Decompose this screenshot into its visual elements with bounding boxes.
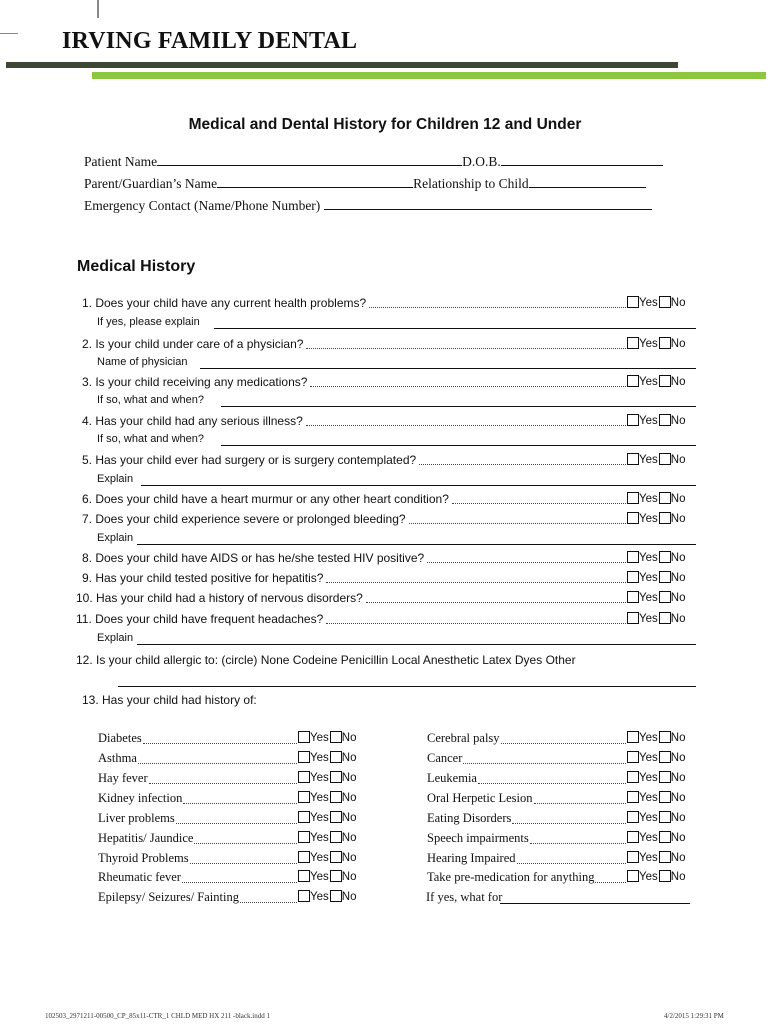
yes-no-group xyxy=(298,791,356,804)
no-checkbox[interactable] xyxy=(659,492,671,504)
parent-name-label: Parent/Guardian’s Name xyxy=(84,176,218,191)
condition-label: Hay fever xyxy=(98,771,148,785)
no-label: No xyxy=(341,832,357,844)
yes-no-group xyxy=(627,851,685,864)
yes-checkbox[interactable] xyxy=(298,811,310,823)
yes-checkbox[interactable] xyxy=(298,870,310,882)
yes-no-group xyxy=(627,870,685,883)
yes-no-group xyxy=(627,771,685,784)
yes-label: Yes xyxy=(639,812,658,824)
no-label: No xyxy=(670,454,686,466)
question-11: 11. Does your child have frequent headaches? xyxy=(76,612,324,626)
yes-no-group xyxy=(627,571,685,584)
dot-leader xyxy=(369,307,626,308)
question-5: 5. Has your child ever had surgery or is surgery contemplated? xyxy=(82,453,417,467)
dot-leader xyxy=(240,902,297,903)
yes-label: Yes xyxy=(639,338,658,350)
no-checkbox[interactable] xyxy=(659,811,671,823)
dob-field[interactable] xyxy=(501,152,663,166)
dot-leader xyxy=(530,843,626,844)
yes-checkbox[interactable] xyxy=(298,791,310,803)
no-checkbox[interactable] xyxy=(659,731,671,743)
condition-label: Epilepsy/ Seizures/ Fainting xyxy=(98,890,239,904)
yes-no-group xyxy=(627,551,685,564)
no-checkbox[interactable] xyxy=(659,414,671,426)
yes-checkbox[interactable] xyxy=(627,851,639,863)
question-11-followup-field[interactable] xyxy=(137,644,696,645)
dot-leader xyxy=(534,803,626,804)
yes-no-group xyxy=(627,791,685,804)
dot-leader xyxy=(183,803,297,804)
parent-row xyxy=(84,174,646,192)
yes-checkbox[interactable] xyxy=(627,375,639,387)
no-label: No xyxy=(670,732,686,744)
question-5-followup-label: Explain xyxy=(97,473,134,485)
condition-label: Speech impairments xyxy=(427,831,529,845)
patient-name-field[interactable] xyxy=(157,152,462,166)
question-3-followup-label: If so, what and when? xyxy=(97,394,205,406)
question-11-followup-label: Explain xyxy=(97,632,134,644)
no-label: No xyxy=(670,338,686,350)
yes-label: Yes xyxy=(639,732,658,744)
yes-label: Yes xyxy=(310,792,329,804)
no-label: No xyxy=(670,493,686,505)
dot-leader xyxy=(143,743,297,744)
yes-checkbox[interactable] xyxy=(627,831,639,843)
yes-no-group xyxy=(627,492,685,505)
question-2-followup-field[interactable] xyxy=(200,368,696,369)
emergency-field[interactable] xyxy=(324,196,652,210)
yes-label: Yes xyxy=(639,493,658,505)
dot-leader xyxy=(595,882,626,883)
yes-checkbox[interactable] xyxy=(627,551,639,563)
dot-leader xyxy=(326,582,626,583)
no-label: No xyxy=(341,852,357,864)
question-4-followup-field[interactable] xyxy=(221,445,696,446)
dot-leader xyxy=(182,882,297,883)
yes-label: Yes xyxy=(310,832,329,844)
yes-label: Yes xyxy=(310,772,329,784)
if-yes-label: If yes, what for xyxy=(426,890,503,904)
question-2-followup-label: Name of physician xyxy=(97,356,188,368)
q13-label: 13. Has your child had history of: xyxy=(82,693,257,707)
no-label: No xyxy=(341,871,357,883)
no-label: No xyxy=(670,792,686,804)
yes-label: Yes xyxy=(639,454,658,466)
yes-checkbox[interactable] xyxy=(298,771,310,783)
yes-checkbox[interactable] xyxy=(627,870,639,882)
yes-checkbox[interactable] xyxy=(298,890,310,902)
yes-no-group xyxy=(627,414,685,427)
dot-leader xyxy=(194,843,297,844)
no-label: No xyxy=(670,297,686,309)
dot-leader xyxy=(190,863,297,864)
no-checkbox[interactable] xyxy=(330,751,342,763)
medical-history-heading: Medical History xyxy=(77,258,196,275)
no-label: No xyxy=(341,891,357,903)
yes-no-group xyxy=(627,731,685,744)
question-7: 7. Does your child experience severe or prolonged bleeding? xyxy=(82,512,406,526)
question-7-followup-label: Explain xyxy=(97,532,134,544)
no-label: No xyxy=(670,513,686,525)
no-label: No xyxy=(670,572,686,584)
dob-label: D.O.B. xyxy=(462,154,501,169)
yes-checkbox[interactable] xyxy=(298,751,310,763)
yes-label: Yes xyxy=(639,513,658,525)
yes-label: Yes xyxy=(639,415,658,427)
no-checkbox[interactable] xyxy=(659,337,671,349)
relationship-label: Relationship to Child xyxy=(413,176,529,191)
crop-mark xyxy=(97,0,99,18)
dot-leader xyxy=(138,763,297,764)
yes-label: Yes xyxy=(639,852,658,864)
no-checkbox[interactable] xyxy=(659,851,671,863)
yes-checkbox[interactable] xyxy=(627,771,639,783)
dot-leader xyxy=(366,602,626,603)
yes-no-group xyxy=(627,512,685,525)
condition-label: Leukemia xyxy=(427,771,477,785)
yes-no-group xyxy=(627,375,685,388)
no-label: No xyxy=(670,613,686,625)
no-checkbox[interactable] xyxy=(330,890,342,902)
no-label: No xyxy=(341,772,357,784)
no-label: No xyxy=(670,415,686,427)
dot-leader xyxy=(176,823,297,824)
yes-checkbox[interactable] xyxy=(627,414,639,426)
no-label: No xyxy=(341,732,357,744)
yes-checkbox[interactable] xyxy=(627,492,639,504)
no-label: No xyxy=(670,772,686,784)
no-label: No xyxy=(670,752,686,764)
condition-label: Kidney infection xyxy=(98,791,183,805)
yes-no-group xyxy=(627,811,685,824)
condition-label: Diabetes xyxy=(98,731,142,745)
yes-no-group xyxy=(298,771,356,784)
no-checkbox[interactable] xyxy=(659,612,671,624)
no-label: No xyxy=(670,812,686,824)
dot-leader xyxy=(326,623,626,624)
yes-checkbox[interactable] xyxy=(627,791,639,803)
yes-no-group xyxy=(298,870,356,883)
dot-leader xyxy=(452,503,626,504)
yes-label: Yes xyxy=(639,613,658,625)
question-7-followup-field[interactable] xyxy=(137,544,696,545)
yes-no-group xyxy=(627,751,685,764)
yes-checkbox[interactable] xyxy=(627,571,639,583)
no-checkbox[interactable] xyxy=(659,512,671,524)
yes-no-group xyxy=(627,612,685,625)
no-checkbox[interactable] xyxy=(659,751,671,763)
dot-leader xyxy=(517,863,626,864)
no-checkbox[interactable] xyxy=(330,851,342,863)
condition-label: Rheumatic fever xyxy=(98,870,181,884)
footer-timestamp: 4/2/2015 1:29:31 PM xyxy=(664,1012,724,1020)
condition-label: Hepatitis/ Jaundice xyxy=(98,831,194,845)
if-yes-row xyxy=(426,890,502,905)
yes-no-group xyxy=(298,731,356,744)
yes-label: Yes xyxy=(310,732,329,744)
yes-label: Yes xyxy=(639,772,658,784)
no-label: No xyxy=(341,792,357,804)
yes-no-group xyxy=(298,751,356,764)
no-checkbox[interactable] xyxy=(330,811,342,823)
yes-label: Yes xyxy=(639,871,658,883)
no-checkbox[interactable] xyxy=(330,731,342,743)
yes-checkbox[interactable] xyxy=(298,851,310,863)
question-1: 1. Does your child have any current health problems? xyxy=(82,296,367,310)
yes-no-group xyxy=(627,296,685,309)
crop-mark xyxy=(0,33,18,34)
yes-checkbox[interactable] xyxy=(627,731,639,743)
yes-label: Yes xyxy=(639,572,658,584)
yes-label: Yes xyxy=(310,891,329,903)
yes-checkbox[interactable] xyxy=(627,591,639,603)
footer-file: 102503_2971211-00500_CP_85x11-CTR_1 CHLD MED HX 211 -black.indd 1 xyxy=(45,1012,270,1020)
emergency-row xyxy=(84,196,652,214)
yes-label: Yes xyxy=(639,752,658,764)
no-label: No xyxy=(670,852,686,864)
yes-checkbox[interactable] xyxy=(627,337,639,349)
patient-row xyxy=(84,152,663,170)
no-checkbox[interactable] xyxy=(659,831,671,843)
no-label: No xyxy=(670,376,686,388)
parent-name-field[interactable] xyxy=(217,174,413,188)
emergency-label: Emergency Contact (Name/Phone Number) xyxy=(84,198,321,213)
question-5-followup-field[interactable] xyxy=(141,485,696,486)
practice-name: IRVING FAMILY DENTAL xyxy=(62,28,358,54)
dot-leader xyxy=(409,523,626,524)
form-title: Medical and Dental History for Children 12 and Under xyxy=(188,116,582,133)
question-4: 4. Has your child had any serious illness? xyxy=(82,414,303,428)
yes-label: Yes xyxy=(639,592,658,604)
question-10: 10. Has your child had a history of nervous disorders? xyxy=(76,591,363,605)
question-3: 3. Is your child receiving any medications? xyxy=(82,375,308,389)
no-checkbox[interactable] xyxy=(659,571,671,583)
question-9: 9. Has your child tested positive for hepatitis? xyxy=(82,571,324,585)
dot-leader xyxy=(306,348,626,349)
no-checkbox[interactable] xyxy=(659,791,671,803)
question-1-followup-field[interactable] xyxy=(214,328,696,329)
no-checkbox[interactable] xyxy=(659,591,671,603)
no-label: No xyxy=(670,871,686,883)
yes-checkbox[interactable] xyxy=(627,751,639,763)
yes-no-group xyxy=(627,453,685,466)
condition-label: Eating Disorders xyxy=(427,811,512,825)
condition-label: Cerebral palsy xyxy=(427,731,500,745)
dot-leader xyxy=(419,464,626,465)
dot-leader xyxy=(306,425,626,426)
yes-no-group xyxy=(298,851,356,864)
condition-label: Take pre-medication for anything xyxy=(427,870,595,884)
yes-checkbox[interactable] xyxy=(627,612,639,624)
yes-checkbox[interactable] xyxy=(627,811,639,823)
dot-leader xyxy=(463,763,626,764)
dot-leader xyxy=(478,783,626,784)
no-checkbox[interactable] xyxy=(330,771,342,783)
yes-label: Yes xyxy=(310,812,329,824)
yes-label: Yes xyxy=(639,552,658,564)
yes-no-group xyxy=(627,591,685,604)
question-1-followup-label: If yes, please explain xyxy=(97,316,200,328)
q12-other-line[interactable] xyxy=(118,686,696,687)
no-checkbox[interactable] xyxy=(330,831,342,843)
yes-label: Yes xyxy=(310,852,329,864)
yes-checkbox[interactable] xyxy=(298,831,310,843)
yes-checkbox[interactable] xyxy=(627,296,639,308)
yes-label: Yes xyxy=(310,871,329,883)
question-8: 8. Does your child have AIDS or has he/she tested HIV positive? xyxy=(82,551,425,565)
condition-label: Oral Herpetic Lesion xyxy=(427,791,533,805)
yes-label: Yes xyxy=(639,376,658,388)
no-label: No xyxy=(341,812,357,824)
condition-label: Hearing Impaired xyxy=(427,851,516,865)
no-checkbox[interactable] xyxy=(659,453,671,465)
header-bar-green xyxy=(92,72,766,79)
yes-label: Yes xyxy=(639,297,658,309)
dot-leader xyxy=(149,783,297,784)
yes-no-group xyxy=(298,831,356,844)
dot-leader xyxy=(512,823,626,824)
no-label: No xyxy=(670,832,686,844)
no-checkbox[interactable] xyxy=(330,870,342,882)
yes-checkbox[interactable] xyxy=(627,512,639,524)
no-checkbox[interactable] xyxy=(659,771,671,783)
header-bar-dark xyxy=(6,62,678,68)
no-checkbox[interactable] xyxy=(659,551,671,563)
if-yes-field[interactable] xyxy=(500,903,690,904)
yes-checkbox[interactable] xyxy=(627,453,639,465)
yes-label: Yes xyxy=(639,832,658,844)
yes-label: Yes xyxy=(310,752,329,764)
no-checkbox[interactable] xyxy=(330,791,342,803)
question-6: 6. Does your child have a heart murmur or any other heart condition? xyxy=(82,492,449,506)
yes-checkbox[interactable] xyxy=(298,731,310,743)
condition-label: Thyroid Problems xyxy=(98,851,189,865)
dot-leader xyxy=(427,562,626,563)
no-label: No xyxy=(341,752,357,764)
question-2: 2. Is your child under care of a physician? xyxy=(82,337,304,351)
yes-label: Yes xyxy=(639,792,658,804)
yes-no-group xyxy=(627,337,685,350)
no-checkbox[interactable] xyxy=(659,870,671,882)
question-12: 12. Is your child allergic to: (circle) None Codeine Penicillin Local Anesthetic Latex Dyes Other xyxy=(76,653,576,667)
dot-leader xyxy=(501,743,626,744)
condition-label: Asthma xyxy=(98,751,137,765)
yes-no-group xyxy=(298,811,356,824)
no-label: No xyxy=(670,592,686,604)
no-label: No xyxy=(670,552,686,564)
condition-label: Liver problems xyxy=(98,811,175,825)
question-4-followup-label: If so, what and when? xyxy=(97,433,205,445)
yes-no-group xyxy=(627,831,685,844)
no-checkbox[interactable] xyxy=(659,375,671,387)
no-checkbox[interactable] xyxy=(659,296,671,308)
condition-label: Cancer xyxy=(427,751,463,765)
dot-leader xyxy=(310,386,626,387)
question-3-followup-field[interactable] xyxy=(221,406,696,407)
relationship-field[interactable] xyxy=(529,174,646,188)
patient-name-label: Patient Name xyxy=(84,154,158,169)
yes-no-group xyxy=(298,890,356,903)
